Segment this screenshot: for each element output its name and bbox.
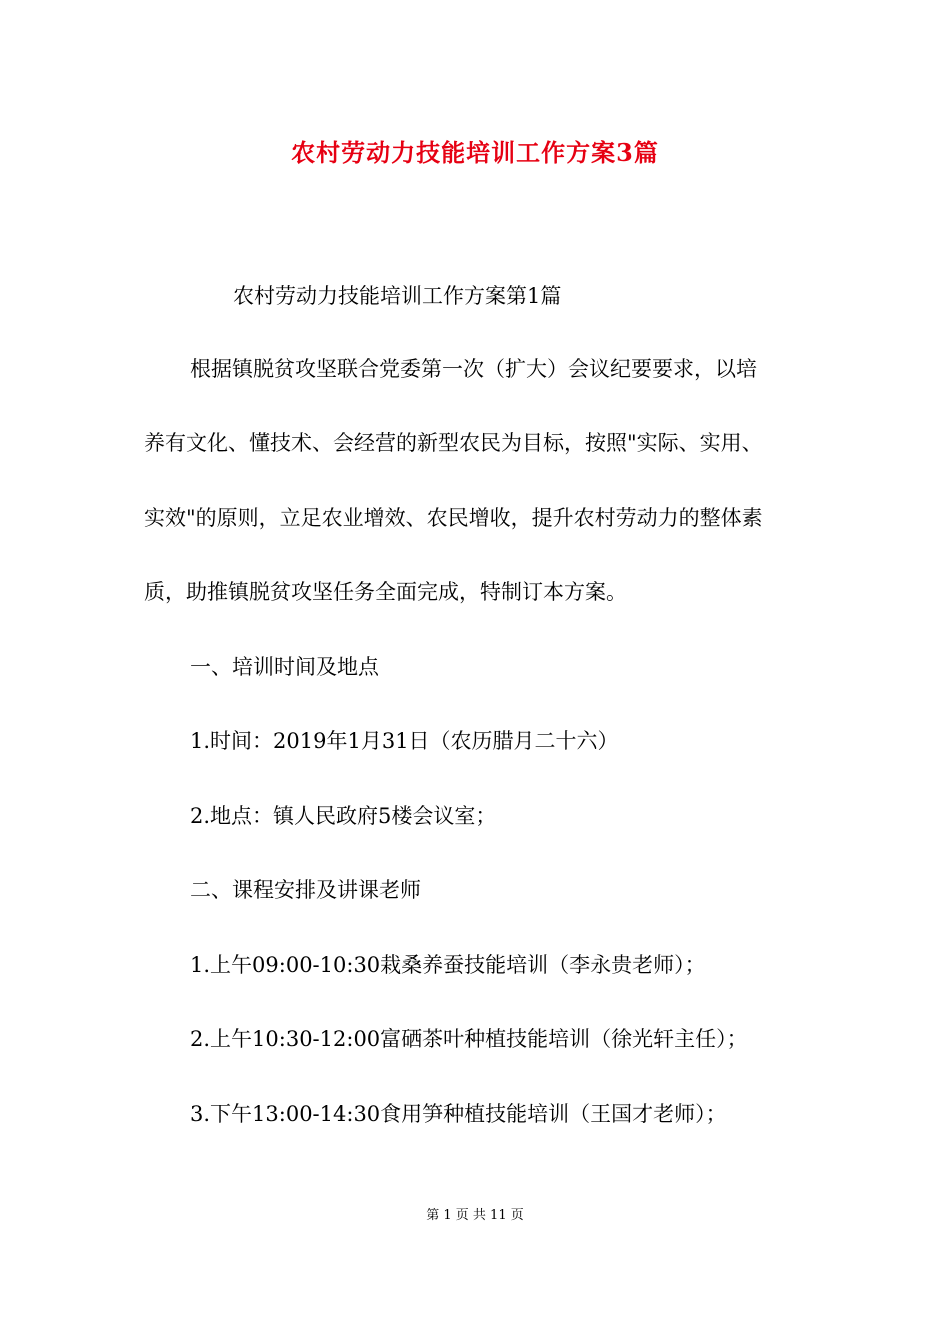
document-title: 农村劳动力技能培训工作方案3篇 — [291, 138, 659, 167]
paragraph-line: 根据镇脱贫攻坚联合党委第一次（扩大）会议纪要要求，以培 — [190, 357, 757, 381]
list-item: 2.上午10:30-12:00富硒茶叶种植技能培训（徐光轩主任）； — [190, 1027, 748, 1051]
list-item: 3.下午13:00-14:30食用笋种植技能培训（王国才老师）； — [190, 1102, 727, 1126]
list-item: 2.地点：镇人民政府5楼会议室； — [190, 804, 497, 828]
paragraph-line: 养有文化、懂技术、会经营的新型农民为目标，按照"实际、实用、 — [144, 431, 763, 455]
section-heading: 二、课程安排及讲课老师 — [190, 878, 421, 902]
section-heading: 一、培训时间及地点 — [190, 655, 379, 679]
section-subtitle: 农村劳动力技能培训工作方案第1篇 — [233, 284, 562, 308]
paragraph-line: 实效"的原则，立足农业增效、农民增收，提升农村劳动力的整体素 — [144, 506, 763, 530]
paragraph-line: 质，助推镇脱贫攻坚任务全面完成，特制订本方案。 — [144, 580, 627, 604]
list-item: 1.时间：2019年1月31日（农历腊月二十六） — [190, 729, 619, 753]
page-footer: 第 1 页 共 11 页 — [426, 1208, 524, 1223]
list-item: 1.上午09:00-10:30栽桑养蚕技能培训（李永贵老师）； — [190, 953, 706, 977]
